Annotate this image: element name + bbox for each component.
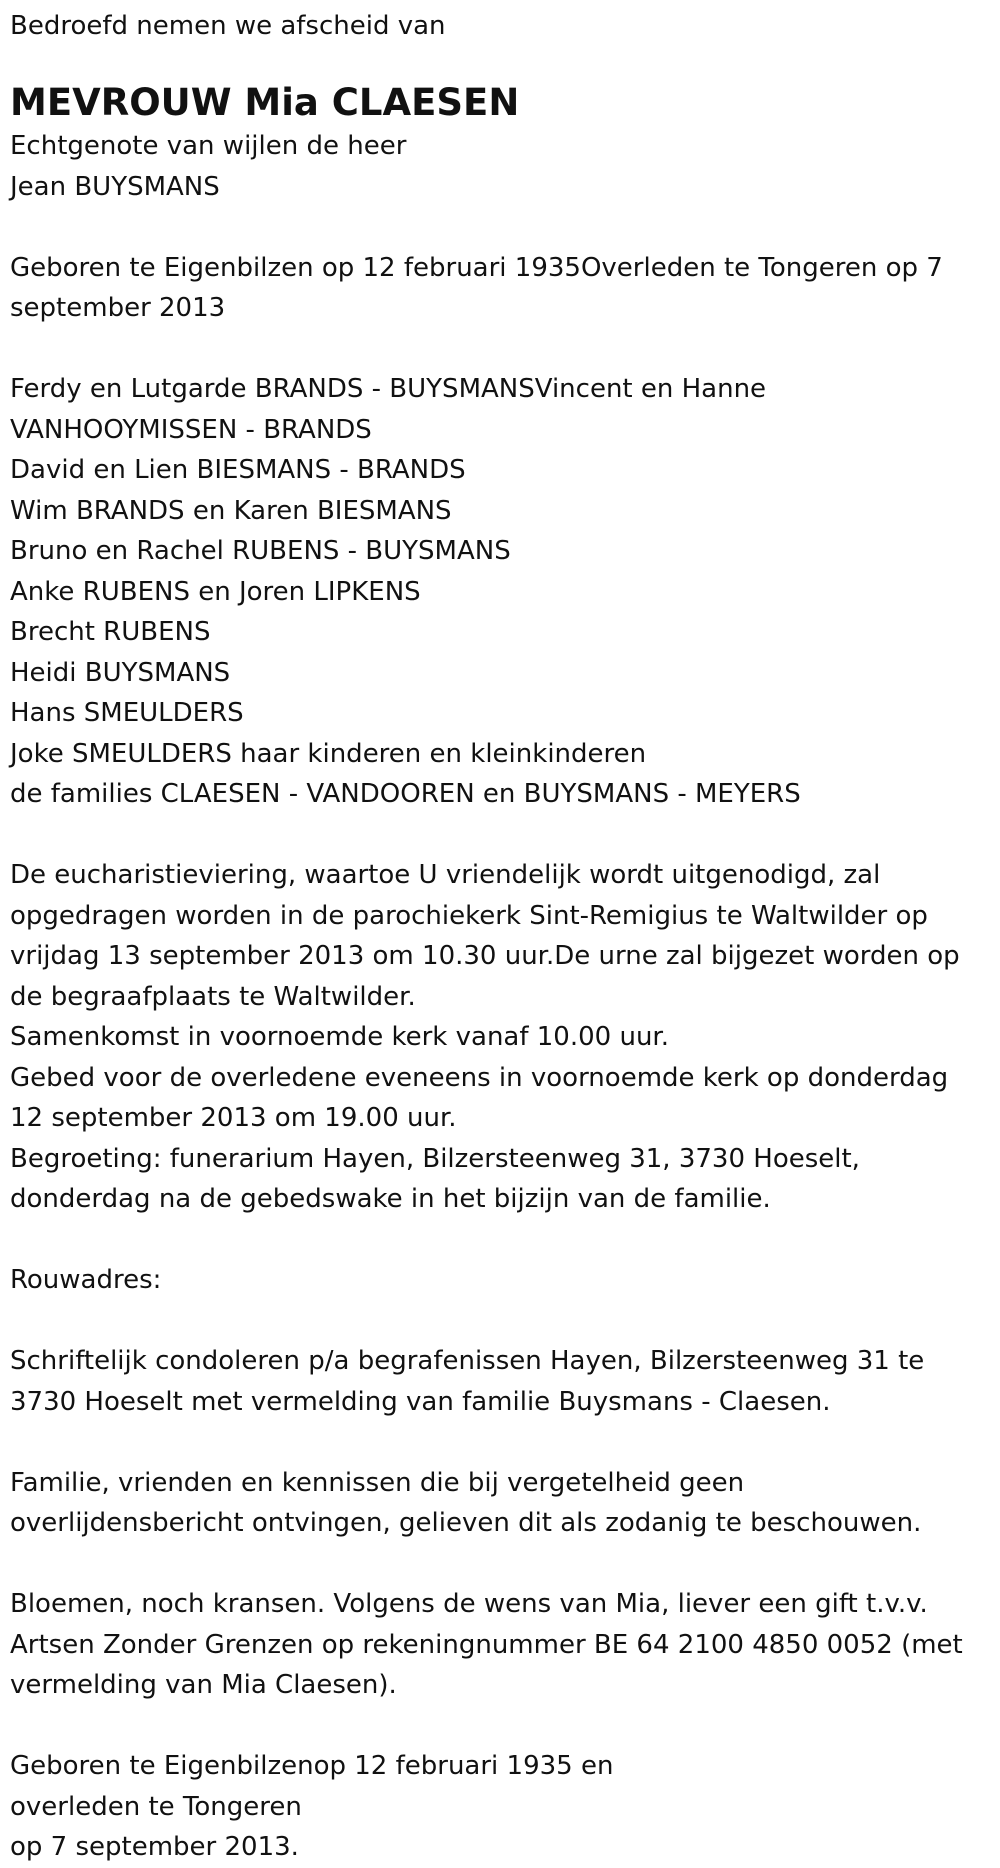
ceremony-line: Gebed voor de overledene eveneens in voornoemde kerk op donderdag <box>10 1062 949 1093</box>
closing-block <box>10 1746 990 1868</box>
spacer <box>10 1301 990 1342</box>
family-line: VANHOOYMISSEN - BRANDS <box>10 414 372 445</box>
closing-line: overleden te Tongeren <box>10 1791 302 1822</box>
flowers-line: Bloemen, noch kransen. Volgens de wens van Mia, liever een gift t.v.v. <box>10 1589 928 1619</box>
ceremony-line: de begraafplaats te Waltwilder. <box>10 981 416 1012</box>
condolences-line: Schriftelijk condoleren p/a begrafenissen Hayen, Bilzersteenweg 31 te <box>10 1346 925 1376</box>
family-line: Wim BRANDS en Karen BIESMANS <box>10 495 452 526</box>
spacer <box>10 207 990 248</box>
flowers-line: vermelding van Mia Claesen). <box>10 1670 397 1700</box>
family-line: Hans SMEULDERS <box>10 698 244 728</box>
family-line: Ferdy en Lutgarde BRANDS - BUYSMANSVincent en Hanne <box>10 374 767 404</box>
birth-death-line: Geboren te Eigenbilzen op 12 februari 1935Overleden te Tongeren op 7 <box>10 252 943 283</box>
ceremony-line: Samenkomst in voornoemde kerk vanaf 10.00 uur. <box>10 1022 669 1052</box>
notice-line: Familie, vrienden en kennissen die bij vergetelheid geen <box>10 1467 745 1498</box>
ceremony-line: vrijdag 13 september 2013 om 10.30 uur.De urne zal bijgezet worden op <box>10 941 960 971</box>
notice-line: overlijdensbericht ontvingen, gelieven dit als zodanig te beschouwen. <box>10 1508 922 1538</box>
closing-line: op 7 september 2013. <box>10 1832 299 1862</box>
spacer <box>10 329 990 370</box>
family-line: de families CLAESEN - VANDOOREN en BUYSMANS - MEYERS <box>10 779 801 809</box>
family-line: Brecht RUBENS <box>10 617 211 647</box>
family-line: Bruno en Rachel RUBENS - BUYSMANS <box>10 536 511 566</box>
flowers-line: Artsen Zonder Grenzen op rekeningnummer BE 64 2100 4850 0052 (met <box>10 1629 963 1660</box>
spouse-block <box>10 126 990 207</box>
spouse-line: Echtgenote van wijlen de heer <box>10 131 407 161</box>
family-line: Heidi BUYSMANS <box>10 657 231 688</box>
ceremony-line: donderdag na de gebedswake in het bijzijn van de familie. <box>10 1184 771 1214</box>
closing-line: Geboren te Eigenbilzenop 12 februari 1935 en <box>10 1751 614 1781</box>
family-line: David en Lien BIESMANS - BRANDS <box>10 455 466 485</box>
intro-text: Bedroefd nemen we afscheid van <box>10 11 446 41</box>
spacer <box>10 1220 990 1261</box>
family-block <box>10 369 990 815</box>
spouse-line: Jean BUYSMANS <box>10 171 220 202</box>
spacer <box>10 815 990 856</box>
flowers-block <box>10 1584 990 1706</box>
ceremony-line: 12 september 2013 om 19.00 uur. <box>10 1103 457 1133</box>
spacer <box>10 1544 990 1585</box>
spacer <box>10 1422 990 1463</box>
birth-death-block <box>10 248 990 329</box>
family-line: Anke RUBENS en Joren LIPKENS <box>10 576 421 607</box>
ceremony-line: opgedragen worden in de parochiekerk Sint-Remigius te Waltwilder op <box>10 900 928 931</box>
deceased-name: MEVROUW Mia CLAESEN <box>10 81 520 124</box>
condolences-line: 3730 Hoeselt met vermelding van familie Buysmans - Claesen. <box>10 1386 831 1417</box>
spacer <box>10 1706 990 1747</box>
condolences-block <box>10 1341 990 1422</box>
address-label: Rouwadres: <box>10 1265 162 1295</box>
ceremony-line: Begroeting: funerarium Hayen, Bilzersteenweg 31, 3730 Hoeselt, <box>10 1143 860 1174</box>
notice-block <box>10 1463 990 1544</box>
family-line: Joke SMEULDERS haar kinderen en kleinkinderen <box>10 738 647 769</box>
birth-death-line: september 2013 <box>10 293 226 323</box>
ceremony-block <box>10 855 990 1220</box>
ceremony-line: De eucharistieviering, waartoe U vriendelijk wordt uitgenodigd, zal <box>10 860 881 890</box>
